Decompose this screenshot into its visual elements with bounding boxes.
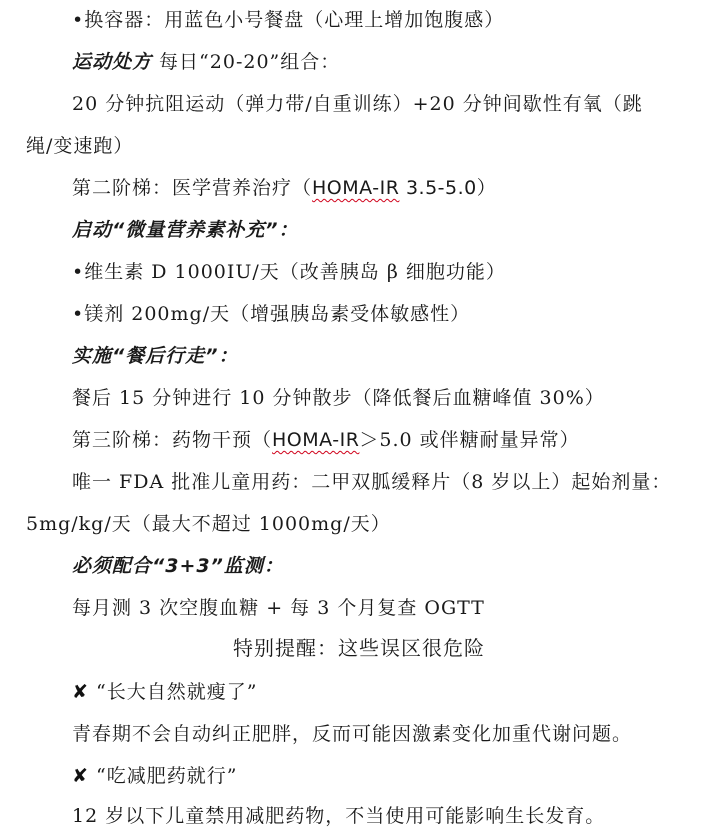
paragraph-text: 12 岁以下儿童禁用减肥药物，不当使用可能影响生长发育。 <box>72 805 606 827</box>
paragraph-line <box>0 92 706 116</box>
cross-mark-icon: ✘ <box>72 765 89 787</box>
list-item-text: •维生素 D 1000IU/天（改善胰岛 β 细胞功能） <box>72 261 506 283</box>
paragraph-text: 每日“20-20”组合： <box>152 51 341 73</box>
cross-mark-icon: ✘ <box>72 681 89 703</box>
paragraph-text: 绳/变速跑） <box>26 135 134 157</box>
paragraph-line <box>0 134 706 158</box>
list-item-container <box>0 8 706 32</box>
list-item-text: •镁剂 200mg/天（增强胰岛素受体敏感性） <box>72 303 471 325</box>
section-heading <box>0 554 706 578</box>
exercise-prescription-line <box>0 50 706 74</box>
step-heading-suffix: 3.5-5.0） <box>399 177 497 199</box>
homa-ir-term: HOMA-IR <box>272 429 360 451</box>
section-heading <box>0 344 706 368</box>
paragraph-line <box>0 386 706 410</box>
step-three-heading <box>0 428 706 452</box>
myth-item <box>0 764 706 788</box>
homa-ir-term: HOMA-IR <box>312 177 400 199</box>
step-two-heading <box>0 176 706 200</box>
section-heading-text: 实施“餐后行走”： <box>72 345 239 367</box>
section-heading-text: 启动“微量营养素补充”： <box>72 219 299 241</box>
list-item-text: •换容器：用蓝色小号餐盘（心理上增加饱腹感） <box>72 9 505 31</box>
warning-title <box>0 636 718 660</box>
paragraph-line <box>0 470 706 494</box>
myth-item <box>0 680 706 704</box>
step-heading-prefix: 第三阶梯：药物干预（ <box>72 429 273 451</box>
paragraph-text: 每月测 3 次空腹血糖 + 每 3 个月复查 OGTT <box>72 597 485 619</box>
section-heading <box>0 218 706 242</box>
step-heading-suffix: ＞5.0 或伴糖耐量异常） <box>359 429 580 451</box>
paragraph-line <box>0 722 706 746</box>
paragraph-text: 20 分钟抗阻运动（弹力带/自重训练）+20 分钟间歇性有氧（跳 <box>72 93 643 115</box>
paragraph-text: 餐后 15 分钟进行 10 分钟散步（降低餐后血糖峰值 30%） <box>72 387 605 409</box>
paragraph-text: 唯一 FDA 批准儿童用药：二甲双胍缓释片（8 岁以上）起始剂量： <box>72 471 672 493</box>
section-label: 运动处方 <box>72 51 153 73</box>
step-heading-prefix: 第二阶梯：医学营养治疗（ <box>72 177 313 199</box>
myth-text: “吃减肥药就行” <box>96 765 238 787</box>
list-item-container <box>0 260 706 284</box>
paragraph-text: 青春期不会自动纠正肥胖，反而可能因激素变化加重代谢问题。 <box>72 723 633 745</box>
warning-title-text: 特别提醒：这些误区很危险 <box>233 636 485 660</box>
paragraph-line <box>0 512 706 536</box>
paragraph-line <box>0 804 706 828</box>
section-heading-text: 必须配合“3+3”监测： <box>72 555 284 577</box>
myth-text: “长大自然就瘦了” <box>96 681 258 703</box>
paragraph-text: 5mg/kg/天（最大不超过 1000mg/天） <box>26 513 391 535</box>
list-item-container <box>0 302 706 326</box>
paragraph-line <box>0 596 706 620</box>
